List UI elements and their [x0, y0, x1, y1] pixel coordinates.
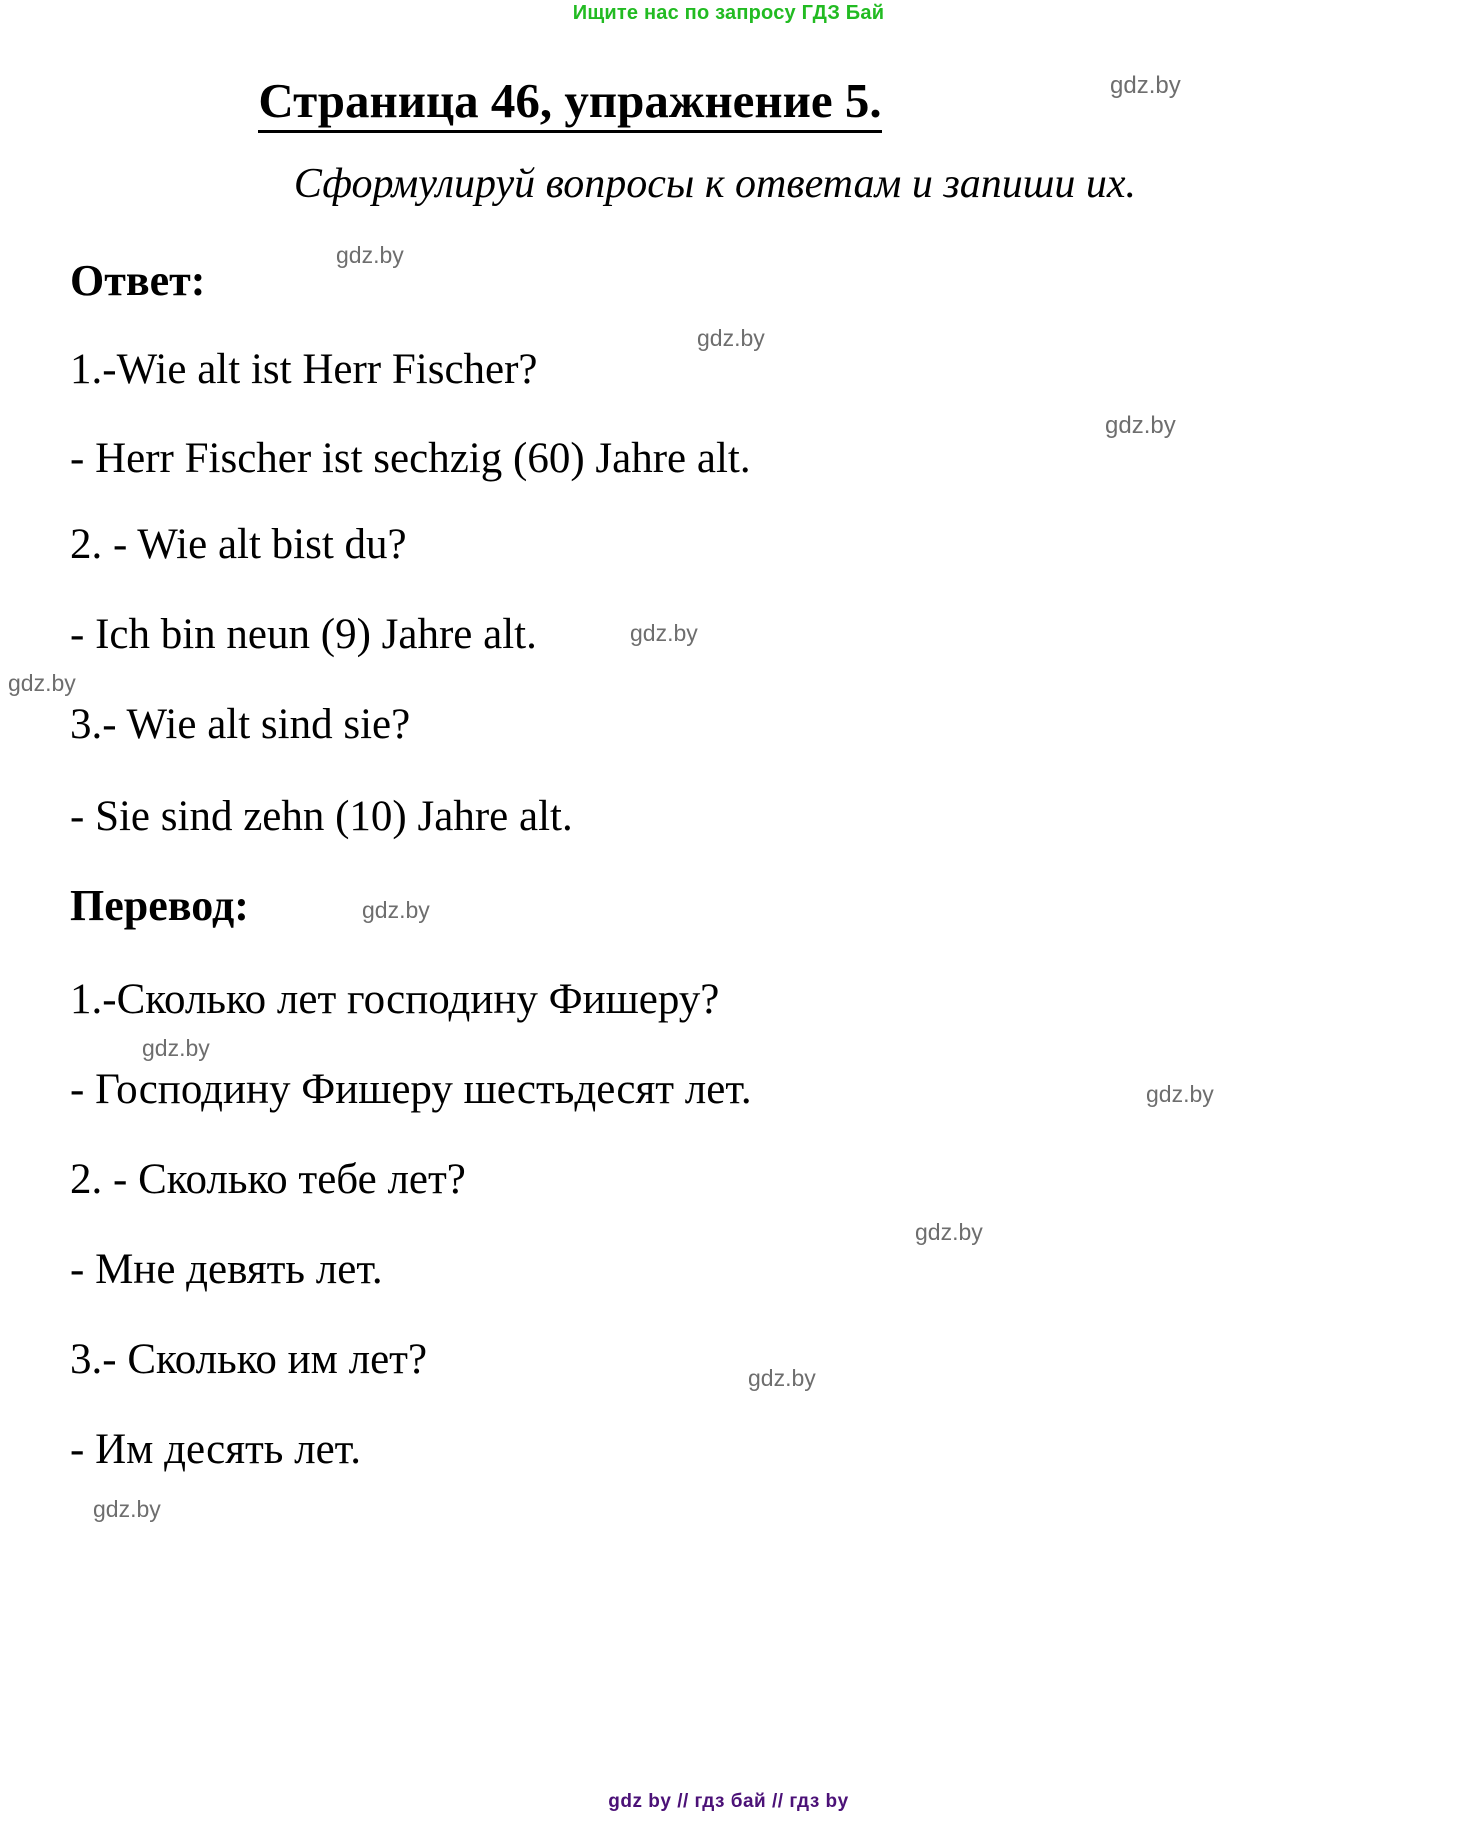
answer-line: - Sie sind zehn (10) Jahre alt.: [70, 793, 573, 840]
watermark: gdz.by: [362, 897, 430, 923]
watermark: gdz.by: [336, 242, 404, 268]
translation-line: 2. - Сколько тебе лет?: [70, 1156, 466, 1203]
translation-line: 1.-Сколько лет господину Фишеру?: [70, 976, 720, 1023]
page-title-text: Страница 46, упражнение 5.: [258, 73, 881, 133]
answer-line: - Ich bin neun (9) Jahre alt.: [70, 611, 537, 658]
watermark: gdz.by: [1110, 72, 1181, 99]
watermark: gdz.by: [630, 620, 698, 646]
exercise-instruction: Сформулируй вопросы к ответам и запиши их.: [293, 161, 1137, 207]
answer-line: 2. - Wie alt bist du?: [70, 521, 407, 568]
translation-line: - Мне девять лет.: [70, 1246, 383, 1293]
answer-line: 3.- Wie alt sind sie?: [70, 701, 411, 748]
watermark: gdz.by: [1146, 1081, 1214, 1107]
watermark: gdz.by: [1105, 412, 1176, 439]
watermark: gdz.by: [93, 1496, 161, 1522]
watermark: gdz.by: [748, 1365, 816, 1391]
page-title: [0, 72, 1140, 129]
translation-section-label: Перевод:: [70, 881, 249, 930]
answer-line: 1.-Wie alt ist Herr Fischer?: [70, 346, 538, 393]
watermark: gdz.by: [915, 1219, 983, 1245]
site-footer: gdz by // гдз бай // гдз by: [608, 1791, 849, 1812]
answer-line: - Herr Fischer ist sechzig (60) Jahre alt.: [70, 435, 751, 482]
watermark: gdz.by: [8, 670, 76, 696]
translation-line: - Господину Фишеру шестьдесят лет.: [70, 1066, 752, 1113]
watermark: gdz.by: [697, 325, 765, 351]
translation-line: 3.- Сколько им лет?: [70, 1336, 428, 1383]
answer-section-label: Ответ:: [70, 256, 206, 305]
promo-banner: Ищите нас по запросу ГДЗ Бай: [572, 2, 885, 24]
watermark: gdz.by: [142, 1035, 210, 1061]
translation-line: - Им десять лет.: [70, 1426, 361, 1473]
